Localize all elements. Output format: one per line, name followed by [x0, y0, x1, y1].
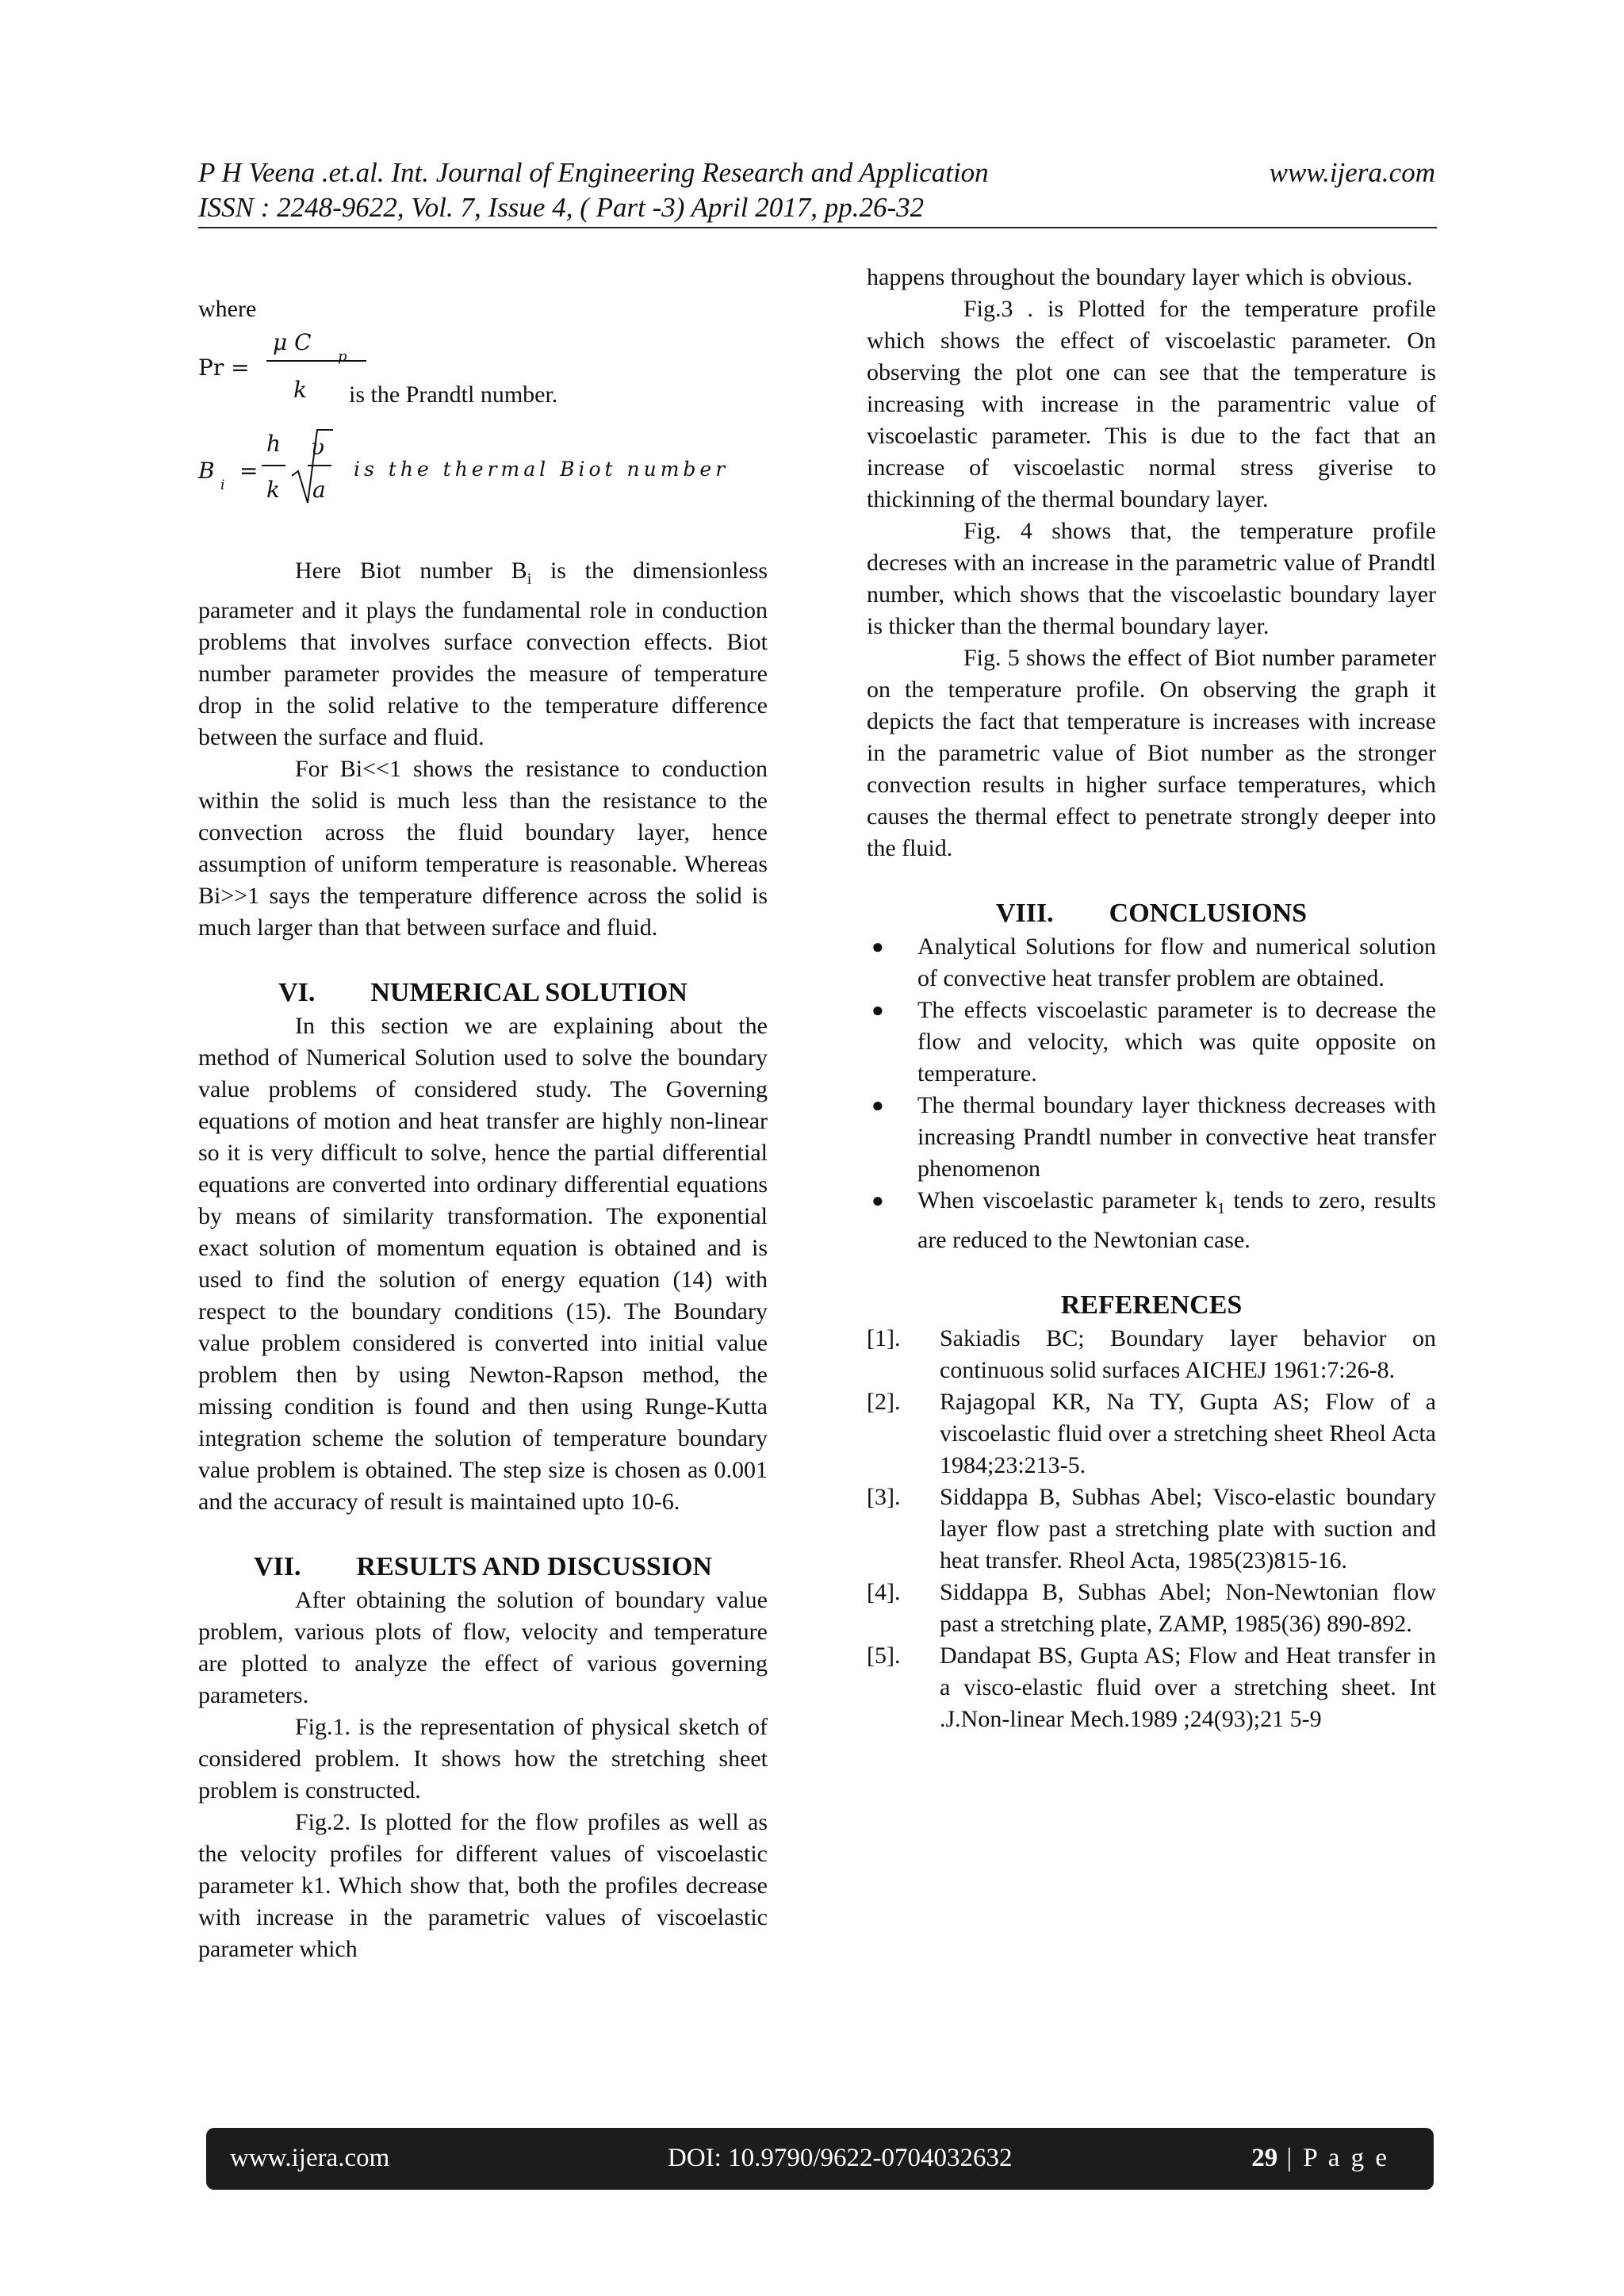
biot-paragraph: Here Biot number $B_i$ is the dimensionless parameter and it plays the fundamental role in conduction problems that involves surface convection effects. Biot number parameter provides the measure of temperature drop in the solid relative to the temperature difference between the surface and fluid. — [198, 558, 768, 750]
section-8-heading: VIII. CONCLUSIONS — [995, 899, 1308, 928]
bi-range-paragraph: For Bi<<1 shows the resistance to conduction within the solid is much less than the resistance to the convection across the fluid boundary layer, hence assumption of uniform temperature is reasonable. Whereas Bi>>1 says the temperature difference across the solid is much larger than that between surface and fluid. — [198, 756, 768, 941]
pr-numerator: μ C — [273, 329, 312, 355]
reference-item: [1]. Sakiadis BC; Boundary layer behavior on continuous solid surfaces AICHEJ 1961:7:26-8. — [867, 1325, 1436, 1383]
pr-caption: is the Prandtl number. — [349, 381, 558, 408]
results-paragraph-1: After obtaining the solution of boundary value problem, various plots of flow, velocity and temperature are plotted to analyze the effect of various governing parameters. — [198, 1587, 768, 1708]
reference-item: [4]. Siddappa B, Subhas Abel; Non-Newtonian flow past a stretching plate, ZAMP, 1985(36) 890-892. — [867, 1579, 1436, 1637]
left-column — [198, 262, 768, 1965]
prandtl-equation — [198, 325, 769, 412]
header-citation: P H Veena .et.al. Int. Journal of Engineering Research and Application — [198, 157, 989, 188]
bi-subscript: i — [220, 477, 225, 493]
right-column — [867, 262, 1436, 1735]
reference-item: [3]. Siddappa B, Subhas Abel; Visco-elastic boundary layer flow past a stretching plate with suction and heat transfer. Rheol Acta, 1985(23)815-16. — [867, 1484, 1436, 1573]
header-site-link[interactable]: www.ijera.com — [1269, 157, 1435, 188]
bullet-icon: ● — [871, 999, 884, 1022]
bi-caption: is the thermal Biot number — [354, 458, 730, 481]
conclusion-item: ● Analytical Solutions for flow and numerical solution of convective heat transfer problem are obtained. — [867, 931, 1436, 995]
bi-frac-num: h — [266, 431, 282, 457]
section-7-heading: VII. RESULTS AND DISCUSSION — [253, 1552, 712, 1581]
biot-equation — [198, 428, 769, 516]
continued-text: happens throughout the boundary layer which is obvious. — [867, 264, 1413, 290]
fig3-paragraph: Fig.3 . is Plotted for the temperature profile which shows the effect of viscoelastic parameter. On observing the plot one can see that the temperature is increasing with increase in the paramentric value of viscoelastic parameter. This is due to the fact that an increase of viscoelastic normal stress giverise to thickinning of the thermal boundary layer. — [867, 296, 1436, 512]
bi-root-den: a — [312, 477, 326, 503]
bullet-icon: ● — [871, 935, 884, 958]
bi-frac-den: k — [266, 477, 280, 503]
footer-page-number: 29 | P a g e — [1251, 2144, 1389, 2172]
numerical-solution-text: In this section we are explaining about the method of Numerical Solution used to solve the boundary value problems of considered study. The Governing equations of motion and heat transfer are highly non-linear so it is very difficult to solve, hence the partial differential equations are converted into ordinary differential equations by means of similarity transformation. The exponential exact solution of momentum equation is obtained and is used to find the solution of energy equation (14) with respect to the boundary conditions (15). The Boundary value problem considered is converted into initial value problem then by using Newton-Rapson method, the missing condition is found and then using Runge-Kutta integration scheme the solution of temperature boundary value problem is obtained. The step size is chosen as 0.001 and the accuracy of result is maintained upto 10-6. — [198, 1013, 768, 1515]
equations — [198, 325, 768, 555]
bullet-icon: ● — [871, 1094, 884, 1117]
bi-root-bar — [308, 465, 331, 466]
conclusion-item: ● When viscoelastic parameter $k_1$ tends to zero, results are reduced to the Newtonian case. — [867, 1185, 1436, 1256]
references-list — [867, 1323, 1436, 1735]
fig4-paragraph: Fig. 4 shows that, the temperature profile decreses with an increase in the parametric value of Prandtl number, which shows that the viscoelastic boundary layer is thicker than the thermal boundary layer. — [867, 518, 1436, 639]
pr-fraction-bar — [266, 360, 366, 362]
bullet-icon: ● — [871, 1189, 884, 1212]
fig5-paragraph: Fig. 5 shows the effect of Biot number parameter on the temperature profile. On observing the graph it depicts the fact that temperature is increases with increase in the parametric value of Biot number as the stronger convection results in higher surface temperatures, which causes the thermal effect to penetrate strongly deeper into the fluid. — [867, 645, 1436, 861]
bi-lhs: B — [198, 458, 215, 484]
page-footer — [206, 2128, 1434, 2190]
conclusions-list — [867, 931, 1436, 1256]
where-label: where — [198, 296, 257, 322]
bi-frac-bar — [262, 465, 285, 466]
bi-root-num: υ — [311, 434, 325, 460]
conclusion-item: ● The effects viscoelastic parameter is to decrease the flow and velocity, which was quite opposite on temperature. — [867, 995, 1436, 1090]
page-header — [198, 155, 1435, 225]
reference-item: [5]. Dandapat BS, Gupta AS; Flow and Heat transfer in a visco-elastic fluid over a stretching sheet. Int .J.Non-linear Mech.1989 ;24(93);21 5-9 — [867, 1642, 1436, 1732]
header-divider — [198, 227, 1437, 228]
results-paragraph-fig2: Fig.2. Is plotted for the flow profiles as well as the velocity profiles for different values of viscoelastic parameter k1. Which show that, both the profiles decrease with increase in the parametric values of viscoelastic parameter which — [198, 1809, 768, 1962]
reference-item: [2]. Rajagopal KR, Na TY, Gupta AS; Flow of a viscoelastic fluid over a stretching sheet Rheol Acta 1984;23:213-5. — [867, 1389, 1436, 1478]
bi-equals: = — [239, 458, 259, 484]
references-heading: REFERENCES — [1060, 1290, 1243, 1320]
header-issue: ISSN : 2248-9622, Vol. 7, Issue 4, ( Part -3) April 2017, pp.26-32 — [198, 192, 925, 223]
section-6-heading: VI. NUMERICAL SOLUTION — [278, 978, 688, 1007]
footer-doi: DOI: 10.9790/9622-0704032632 — [668, 2144, 1013, 2172]
footer-site-link[interactable]: www.ijera.com — [230, 2144, 390, 2172]
results-paragraph-fig1: Fig.1. is the representation of physical sketch of considered problem. It shows how the stretching sheet problem is constructed. — [198, 1714, 768, 1803]
pr-denominator: k — [293, 377, 307, 403]
conclusion-item: ● The thermal boundary layer thickness decreases with increasing Prandtl number in convective heat transfer phenomenon — [867, 1090, 1436, 1185]
pr-lhs: Pr = — [198, 355, 250, 381]
pr-subscript: p — [338, 348, 347, 365]
